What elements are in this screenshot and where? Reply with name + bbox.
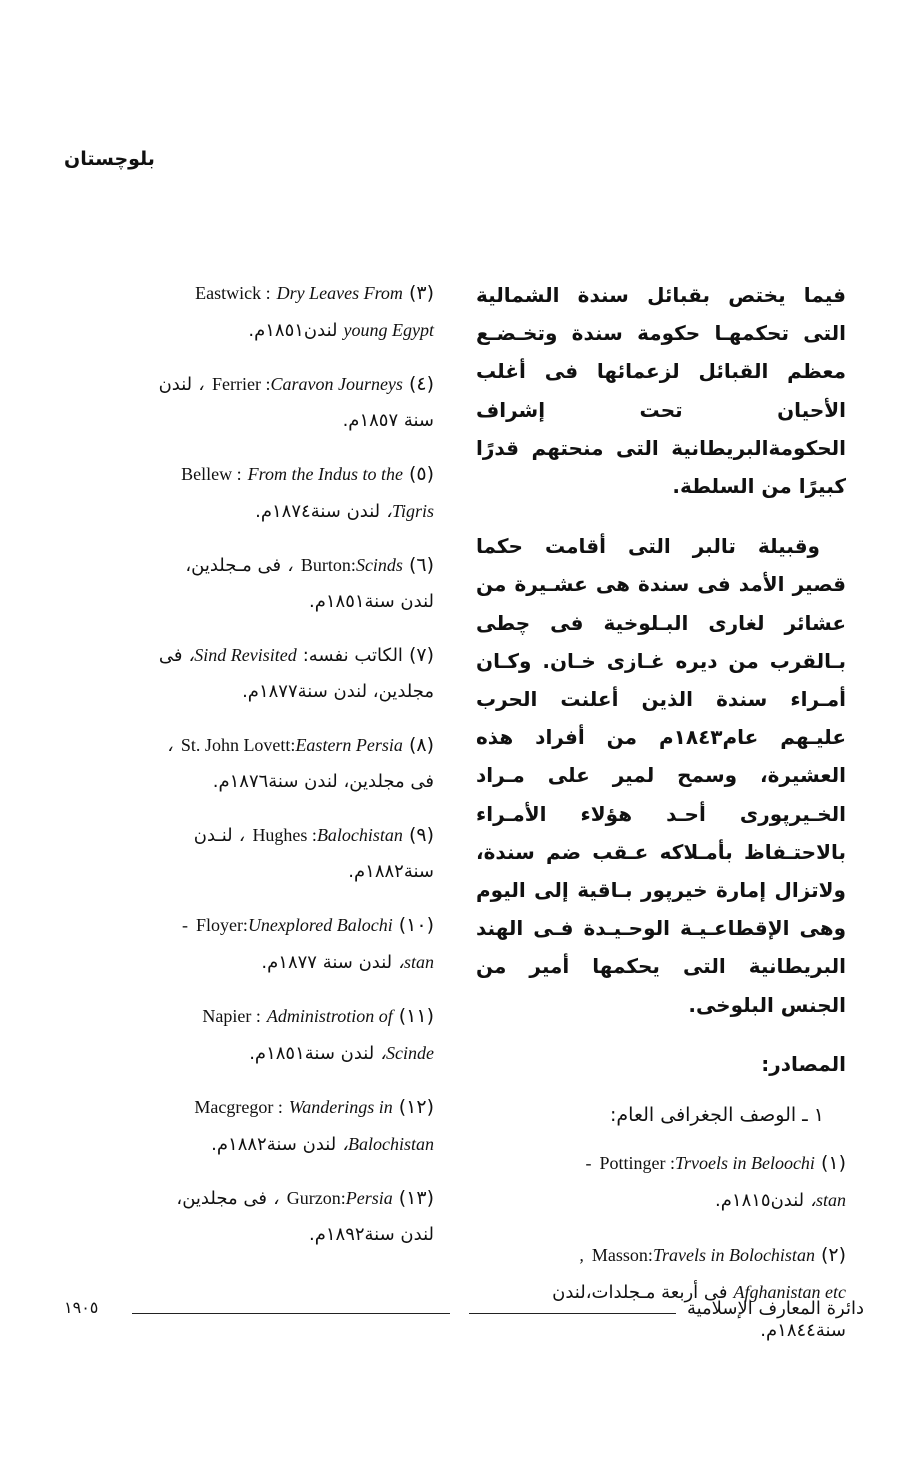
footer-rule [469,1313,676,1314]
reference-entry [66,999,434,1073]
ref-author: St. John Lovett: [180,735,296,755]
ref-author: Masson: [591,1244,653,1265]
ref-publication: لندن سنة١٨٨٢م. [211,1134,337,1155]
ref-title: Persia، [272,1188,393,1208]
ref-author: Gurzon: [286,1188,346,1208]
left-column [66,276,434,1271]
ref-title: Scinds، [287,555,403,575]
ref-title: Unexplored Balochi- [181,915,393,935]
ref-publication: لندن سنة١٨٩٢م. [308,1224,434,1245]
ref-publication: لندن سنة١٨٧٤م. [255,501,381,522]
ref-author: Napier : [202,1006,261,1026]
ref-title-cont: Scinde، [380,1043,434,1063]
ref-publication-year: سنة١٨٤٤م. [760,1319,846,1341]
ref-author: Floyer: [195,915,248,935]
ref-tail: فى [158,645,183,666]
ref-publication: فى مجلدين، لندن سنة١٨٧٦م. [212,771,434,792]
ref-author: Bellew : [181,464,242,484]
ref-tail: لنـدن [193,825,233,846]
sources-subheading: ١ ـ الوصف الجغرافى العام: [610,1103,824,1126]
ref-publication: سنة١٨٨٢م. [348,861,434,882]
ref-title-cont: Balochistan، [342,1134,434,1154]
ref-author: Burton: [300,555,356,575]
ref-title: Travels in Bolochistan, [579,1244,815,1265]
ref-tail: لندن [158,374,193,395]
ref-number: (١٣) [398,1187,434,1209]
ref-number: (٨) [408,734,434,756]
ref-publication: لندن سنة ١٨٧٧م. [261,952,393,973]
ref-author: Ferrier : [211,374,271,394]
running-header: بلوچستان [64,148,155,170]
ref-tail: فى مـجلدين، [185,555,282,576]
ref-number: (٥) [408,463,434,485]
reference-entry [66,276,434,350]
ref-author: Pottinger : [599,1152,675,1173]
reference-entry [66,728,434,801]
reference-entry [66,908,434,982]
ref-number: (٦) [408,554,434,576]
ref-number: (١) [820,1151,846,1174]
ref-number: (٢) [820,1243,846,1266]
sources-heading: المصادر: [761,1051,846,1076]
page-number: ١٩٠٥ [64,1298,99,1317]
paragraph: وقبيلة تالبر التى أقامت حكما قصير الأمد فى سندة هى عشـيرة من عشائر لغارى البـلوخية فى چطى بـالقرب من ديره غـازى خـان. وكـان أمـراء سندة الذين أعلنت الحرب عليـهم عام١٨٤٣م من أفراد هذه العشيرة، وسمح لمير على مـراد الخـيرپورى أحـد هؤلاء الأمـراء بالاحتـفاظ بأمـلاكه عـقب ضم سندة، ولاتزال إمارة خيرپور بـاقية إلى اليوم وهى الإقطاعـيـة الوحـيـدة فـى الهند البريطانية التى يحكمها أمير من الجنس البلوخى. [476,534,846,1017]
ref-number: (١٢) [398,1096,434,1118]
ref-tail: فى مجلدين، [176,1188,267,1209]
ref-publication: لندن١٨١٥م. [715,1189,805,1211]
reference-entry [66,457,434,531]
ref-author: Hughes : [252,825,317,845]
reference-entry [66,367,434,440]
ref-title: Dry Leaves From [276,283,403,303]
ref-title: From the Indus to the [247,464,403,484]
ref-publication: لندن سنة١٨٥١م. [249,1043,375,1064]
ref-title: Balochistan، [238,825,403,845]
footer-rule [132,1313,450,1314]
reference-entry [476,1146,846,1220]
ref-title-cont: stan، [398,952,434,972]
ref-title-cont: Tigris، [386,501,434,521]
ref-title-cont: stan، [810,1189,846,1210]
publication-title: دائرة المعارف الإسلامية [686,1298,864,1319]
reference-entry [66,548,434,621]
ref-title-cont: Afghanistan etc [733,1281,846,1302]
ref-number: (٤) [408,373,434,395]
ref-number: (٩) [408,824,434,846]
reference-entry [66,1090,434,1164]
paragraph: فيما يختص بقبائل سندة الشمالية التى تحكمهـا حكومة سندة وتخـضـع معظم القبائل لزعمائها فى أغلب الأحيان تحت إشراف الحكومةالبريطانية التى منحتهم قدرًا كبيرًا من السلطة. [476,283,846,499]
ref-publication: مجلدين، لندن سنة١٨٧٧م. [242,681,434,702]
page-footer [64,1298,864,1326]
ref-publication: لندن١٨٥١م. [248,320,338,341]
ref-title: Eastern Persia، [167,735,403,755]
ref-publication: فى أربعة مـجلدات،لندن [552,1281,728,1303]
ref-author: Macgregor : [194,1097,283,1117]
ref-number: (٧) [408,644,434,666]
ref-title: Wanderings in [288,1097,393,1117]
reference-entry [66,818,434,891]
ref-title: Sind Revisited، [188,645,297,665]
ref-title: Trvoels in Beloochi- [585,1152,815,1173]
ref-number: (١١) [398,1005,434,1027]
ref-author: الكاتب نفسه: [302,645,403,666]
ref-number: (١٠) [398,914,434,936]
reference-entry [66,1181,434,1254]
ref-publication: سنة ١٨٥٧م. [342,410,434,431]
reference-entry [476,1238,846,1350]
ref-author: Eastwick : [195,283,271,303]
ref-number: (٣) [408,282,434,304]
reference-entry [66,638,434,711]
ref-title: Administrotion of [266,1006,393,1026]
ref-title: Caravon Journeys، [198,374,403,394]
ref-title-cont: young Egypt [343,320,434,340]
right-column [476,276,846,1368]
ref-publication: لندن سنة١٨٥١م. [308,591,434,612]
